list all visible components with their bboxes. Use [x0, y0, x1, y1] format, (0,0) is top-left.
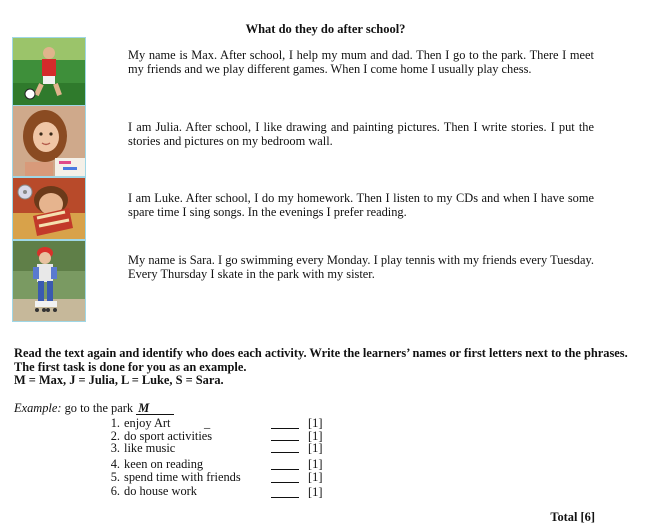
paragraph-sara: My name is Sara. I go swimming every Monday. I play tennis with my friends every Tuesday. Every Thursday I skate in the park with my sister. — [128, 253, 594, 281]
photo-max — [12, 37, 86, 106]
answer-blank-6[interactable] — [271, 487, 299, 498]
paragraph-julia: I am Julia. After school, I like drawing and painting pictures. Then I write stories. I put the stories and pictures on my bedroom wall. — [128, 120, 594, 148]
paragraph-luke: I am Luke. After school, I do my homework. Then I listen to my CDs and when I have some spare time I sing songs. In the evenings I prefer reading. — [128, 191, 594, 219]
question-text: enjoy Art — [124, 416, 171, 430]
answer-blank-2[interactable] — [271, 430, 299, 441]
boy-football-photo-icon — [13, 38, 85, 105]
question-text: do sport activities — [124, 429, 213, 443]
photo-luke — [12, 177, 86, 240]
example-label: Example: — [14, 401, 62, 415]
question-2-mark: [1] — [308, 429, 323, 443]
question-4 — [100, 457, 280, 471]
question-6 — [100, 484, 270, 498]
example-line — [14, 401, 174, 416]
question-1 — [100, 416, 280, 430]
answer-blank-3[interactable] — [271, 442, 299, 453]
question-1-mark: [1] — [308, 416, 323, 430]
question-text: like music — [124, 441, 176, 455]
question-text: spend time with friends — [124, 470, 241, 484]
photo-julia — [12, 105, 86, 177]
question-number: 6. — [110, 484, 120, 498]
question-number: 2. — [110, 429, 120, 443]
question-5-mark: [1] — [308, 470, 323, 484]
answer-blank-4[interactable] — [271, 459, 299, 470]
question-number: 1. — [110, 416, 120, 430]
photo-sara — [12, 240, 86, 322]
question-number: 3. — [110, 441, 120, 455]
question-3 — [100, 441, 280, 455]
girl-drawing-photo-icon — [13, 106, 85, 176]
instructions-text: Read the text again and identify who does each activity. Write the learners’ names or first letters next to the phrases. The first task is done for you as an example. — [14, 346, 628, 374]
instructions — [14, 347, 640, 388]
total-marks: Total [6] — [550, 510, 595, 524]
question-1-tick: _ — [204, 416, 211, 430]
question-text: do house work — [124, 484, 197, 498]
question-number: 5. — [110, 470, 120, 484]
page-title: What do they do after school? — [245, 22, 406, 36]
example-text: go to the park — [64, 401, 134, 415]
letter-key: M = Max, J = Julia, L = Luke, S = Sara. — [14, 373, 224, 387]
example-answer: M — [136, 402, 174, 415]
question-4-mark: [1] — [308, 457, 323, 471]
question-6-mark: [1] — [308, 485, 323, 499]
question-5 — [100, 470, 270, 484]
boy-music-photo-icon — [13, 178, 85, 239]
answer-blank-5[interactable] — [271, 472, 299, 483]
answer-blank-1[interactable] — [271, 418, 299, 429]
question-number: 4. — [110, 457, 120, 471]
question-text: keen on reading — [124, 457, 204, 471]
girl-skating-photo-icon — [13, 241, 85, 321]
paragraph-max: My name is Max. After school, I help my mum and dad. Then I go to the park. There I meet my friends and we play different games. When I come home I usually play chess. — [128, 48, 594, 76]
question-3-mark: [1] — [308, 441, 323, 455]
